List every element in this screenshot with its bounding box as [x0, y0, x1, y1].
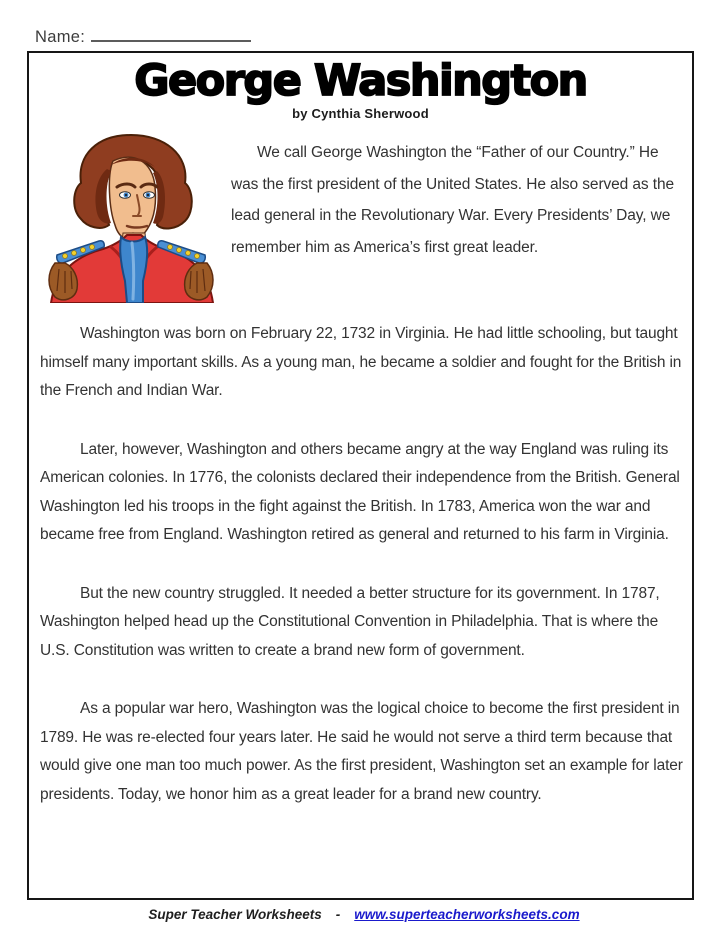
- paragraph-5: As a popular war hero, Washington was the logical choice to become the first president in 1789. He was re-elected four years later. He said he would not serve a third term because that would give one man too much power. As the first president, Washington set an example for later presidents. Today, we honor him as a great leader for a brand new country.: [40, 700, 683, 803]
- intro-section: [45, 125, 682, 303]
- footer-url-link[interactable]: www.superteacherworksheets.com: [354, 907, 580, 922]
- name-label: Name:: [35, 28, 86, 46]
- paragraph-3: Later, however, Washington and others became angry at the way England was ruling its American colonies. In 1776, the colonists declared their independence from the British. General Washington led his troops in the fight against the British. In 1783, America won the war and became free from England. Washington retired as general and returned to his farm in Virginia.: [40, 440, 680, 543]
- name-blank-line: [91, 27, 251, 42]
- paragraph-2: Washington was born on February 22, 1732 in Virginia. He had little schooling, but taught himself many important skills. As a young man, he became a soldier and fought for the British in the French and Indian War.: [40, 325, 682, 399]
- worksheet-border-box: [27, 51, 694, 900]
- paragraph-4: But the new country struggled. It needed a better structure for its government. In 1787, Washington helped head up the Constitutional Convention in Philadelphia. That is where the U.S. Constitution was written to create a brand new form of government.: [40, 584, 660, 659]
- byline: by Cynthia Sherwood: [292, 106, 429, 121]
- footer-separator: -: [335, 907, 341, 922]
- page-title: George Washington: [134, 56, 587, 106]
- footer: [0, 907, 728, 922]
- paragraph-intro: We call George Washington the “Father of our Country.” He was the first president of the United States. He also served as the lead general in the Revolutionary War. Every Presidents’ Day, we remember him as America’s first great leader.: [231, 144, 675, 256]
- george-washington-portrait: [45, 125, 217, 303]
- footer-brand: Super Teacher Worksheets: [148, 907, 322, 922]
- name-row: [35, 27, 251, 47]
